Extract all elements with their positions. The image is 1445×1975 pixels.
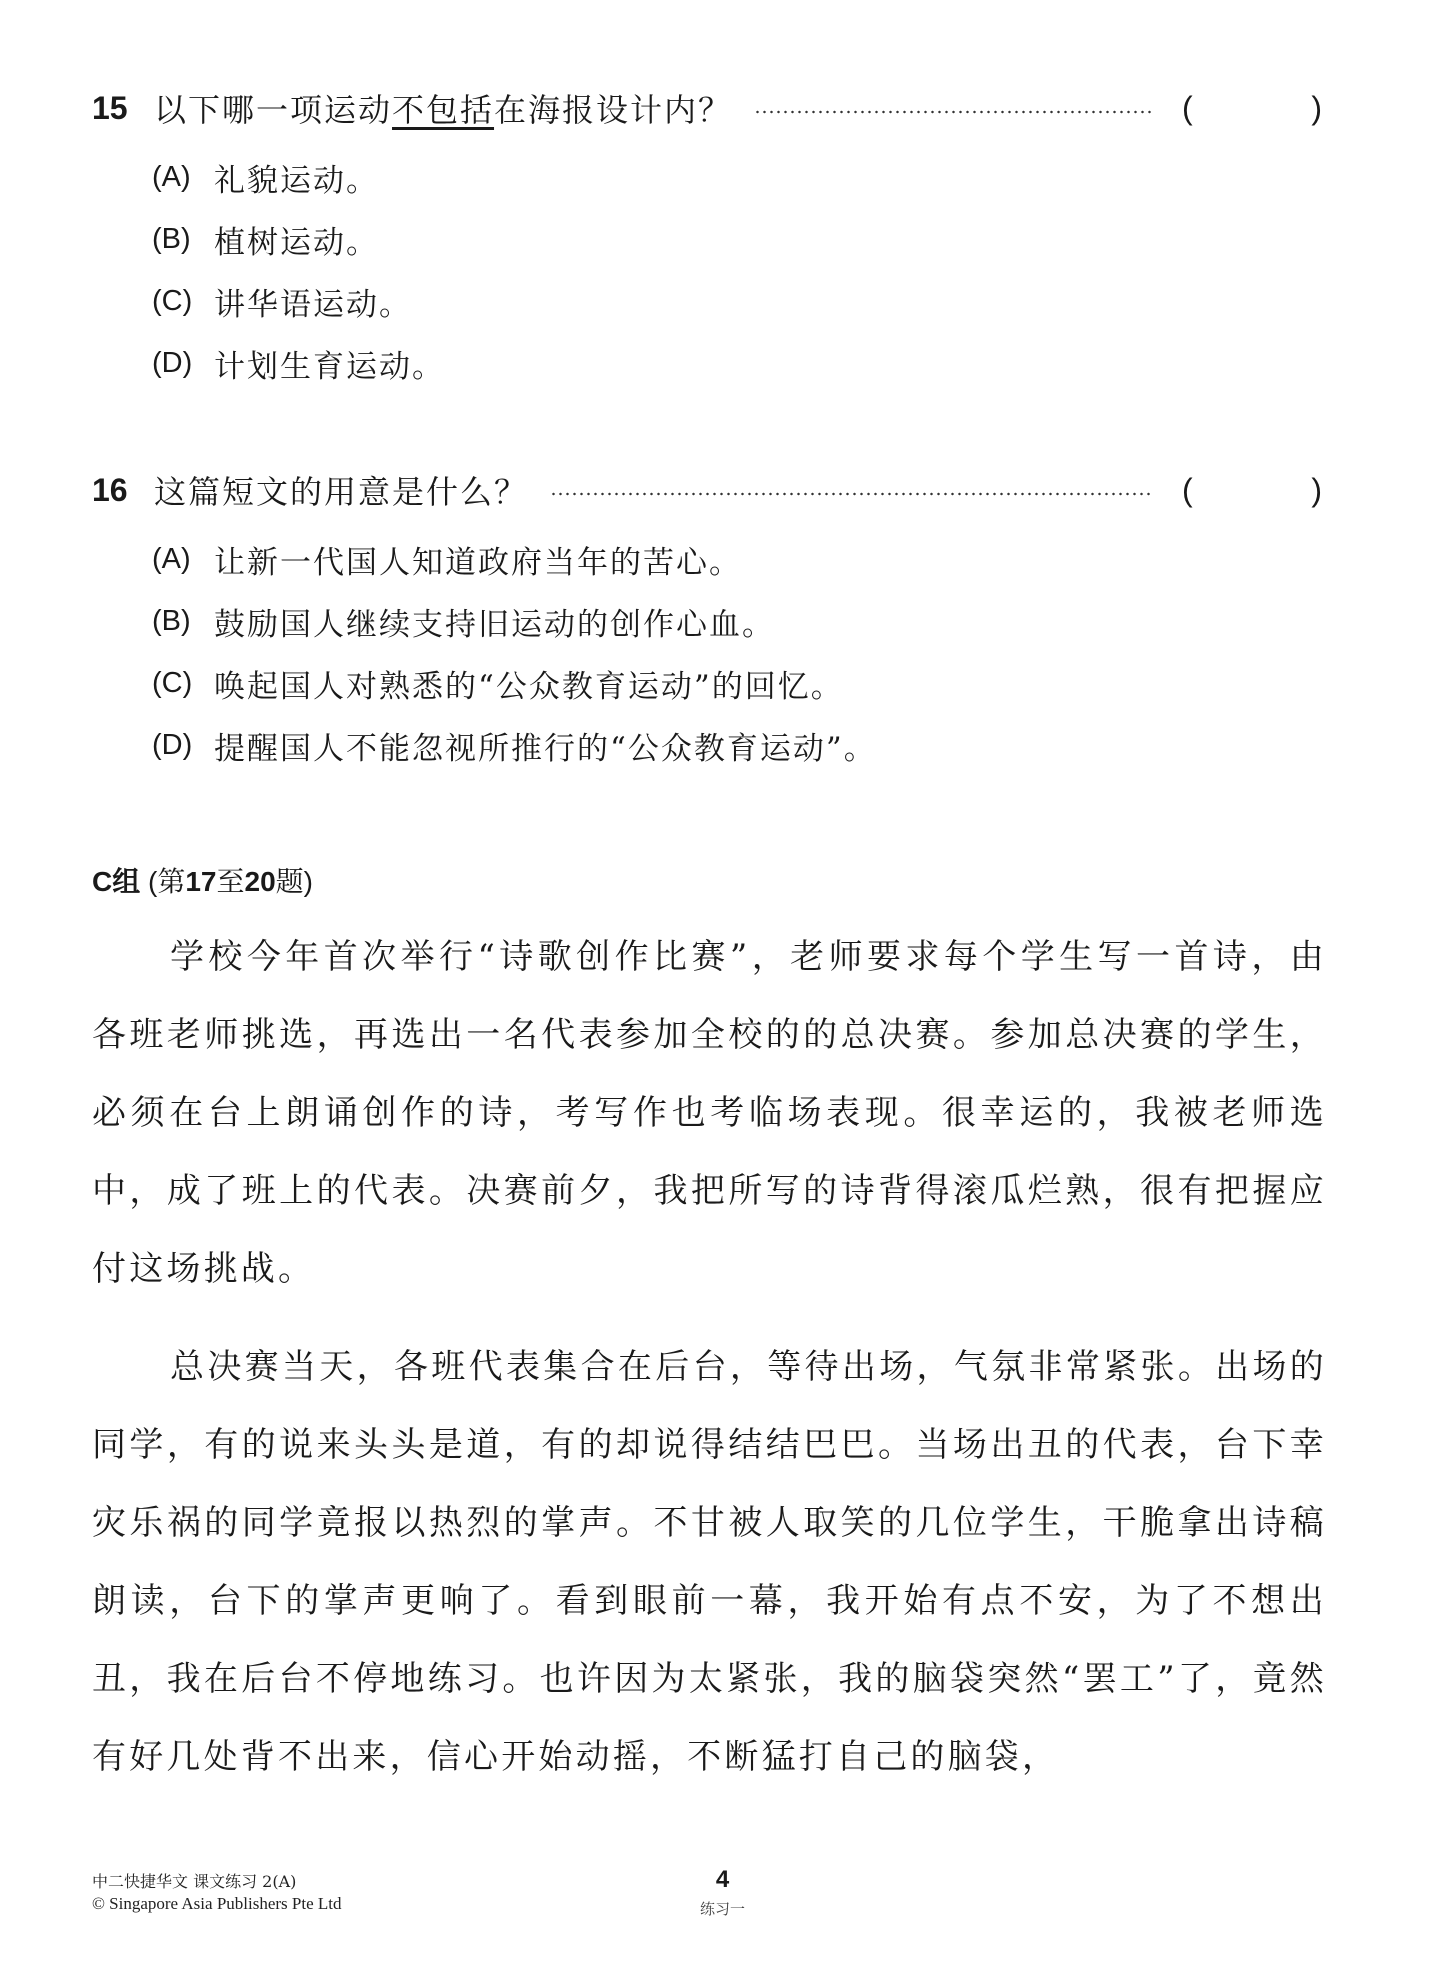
answer-bracket[interactable] — [1182, 472, 1322, 509]
footer-page — [0, 1866, 1445, 1919]
option-text: 植树运动。 — [214, 224, 379, 261]
option-text: 让新一代国人知道政府当年的苦心。 — [214, 544, 742, 581]
bracket-close: ) — [1311, 89, 1322, 126]
option-text: 鼓励国人继续支持旧运动的创作心血。 — [214, 606, 775, 643]
section-group: C组 — [92, 866, 141, 897]
section-range-part: (第 — [140, 866, 186, 897]
question-number: 15 — [92, 89, 128, 126]
option-d — [152, 332, 1322, 394]
bracket-open: ( — [1182, 471, 1193, 508]
option-text: 提醒国人不能忽视所推行的“公众教育运动”。 — [214, 730, 877, 767]
book-title: 中二快捷华文 课文练习 2(A) — [92, 1872, 297, 1891]
paragraph-text: 学校今年首次举行“诗歌创作比赛”，老师要求每个学生写一首诗，由各班老师挑选，再选出一名代表参加全校的的总决赛。参加总决赛的学生，必须在台上朗诵创作的诗，考写作也考临场表现。很幸运的，我被老师选中，成了班上的代表。决赛前夕，我把所写的诗背得滚瓜烂熟，很有把握应付这场挑战。 — [92, 937, 1327, 1289]
option-text: 讲华语运动。 — [214, 286, 412, 323]
option-label: (C) — [152, 284, 193, 317]
question-stem — [92, 460, 1322, 520]
option-label: (B) — [152, 222, 191, 255]
bracket-close: ) — [1311, 471, 1322, 508]
option-label: (A) — [152, 542, 191, 575]
options-list — [152, 146, 1322, 394]
option-c — [152, 652, 1322, 714]
option-label: (D) — [152, 346, 193, 379]
section-range-to: 20 — [244, 866, 276, 897]
passage-paragraph-1 — [92, 918, 1327, 1308]
option-text: 唤起国人对熟悉的“公众教育运动”的回忆。 — [214, 668, 844, 705]
section-heading — [92, 860, 313, 900]
paragraph-text: 总决赛当天，各班代表集合在后台，等待出场，气氛非常紧张。出场的同学，有的说来头头是道，有的却说得结结巴巴。当场出丑的代表，台下幸灾乐祸的同学竟报以热烈的掌声。不甘被人取笑的几位学生，干脆拿出诗稿朗读，台下的掌声更响了。看到眼前一幕，我开始有点不安，为了不想出丑，我在后台不停地练习。也许因为太紧张，我的脑袋突然“罢工”了，竟然有好几处背不出来，信心开始动摇，不断猛打自己的脑袋， — [92, 1347, 1327, 1777]
option-d — [152, 714, 1322, 776]
section-range-part: 题) — [275, 866, 313, 897]
question-text-part: 在海报设计内？ — [494, 91, 733, 129]
option-text: 计划生育运动。 — [214, 348, 445, 385]
question-text — [154, 85, 732, 131]
option-a — [152, 528, 1322, 590]
option-label: (C) — [152, 666, 193, 699]
option-c — [152, 270, 1322, 332]
section-range-part: 至 — [216, 866, 245, 897]
question-stem — [92, 78, 1322, 138]
copyright: © Singapore Asia Publishers Pte Ltd — [92, 1894, 342, 1913]
answer-bracket[interactable] — [1182, 90, 1322, 127]
option-text: 礼貌运动。 — [214, 162, 379, 199]
underlined-keyword: 不包括 — [392, 91, 495, 129]
option-label: (A) — [152, 160, 191, 193]
option-label: (D) — [152, 728, 193, 761]
option-label: (B) — [152, 604, 191, 637]
dotted-leader — [754, 110, 1152, 114]
passage-paragraph-2 — [92, 1328, 1327, 1796]
option-b — [152, 590, 1322, 652]
exercise-label: 练习一 — [699, 1900, 745, 1918]
bracket-open: ( — [1182, 89, 1193, 126]
question-16 — [92, 460, 1322, 776]
question-number: 16 — [92, 471, 128, 508]
dotted-leader — [550, 492, 1152, 496]
page-number: 4 — [715, 1866, 730, 1893]
option-a — [152, 146, 1322, 208]
question-text-part: 以下哪一项运动 — [154, 91, 393, 129]
option-b — [152, 208, 1322, 270]
options-list — [152, 528, 1322, 776]
question-text: 这篇短文的用意是什么？ — [154, 473, 529, 511]
question-15 — [92, 78, 1322, 394]
section-range-from: 17 — [185, 866, 217, 897]
